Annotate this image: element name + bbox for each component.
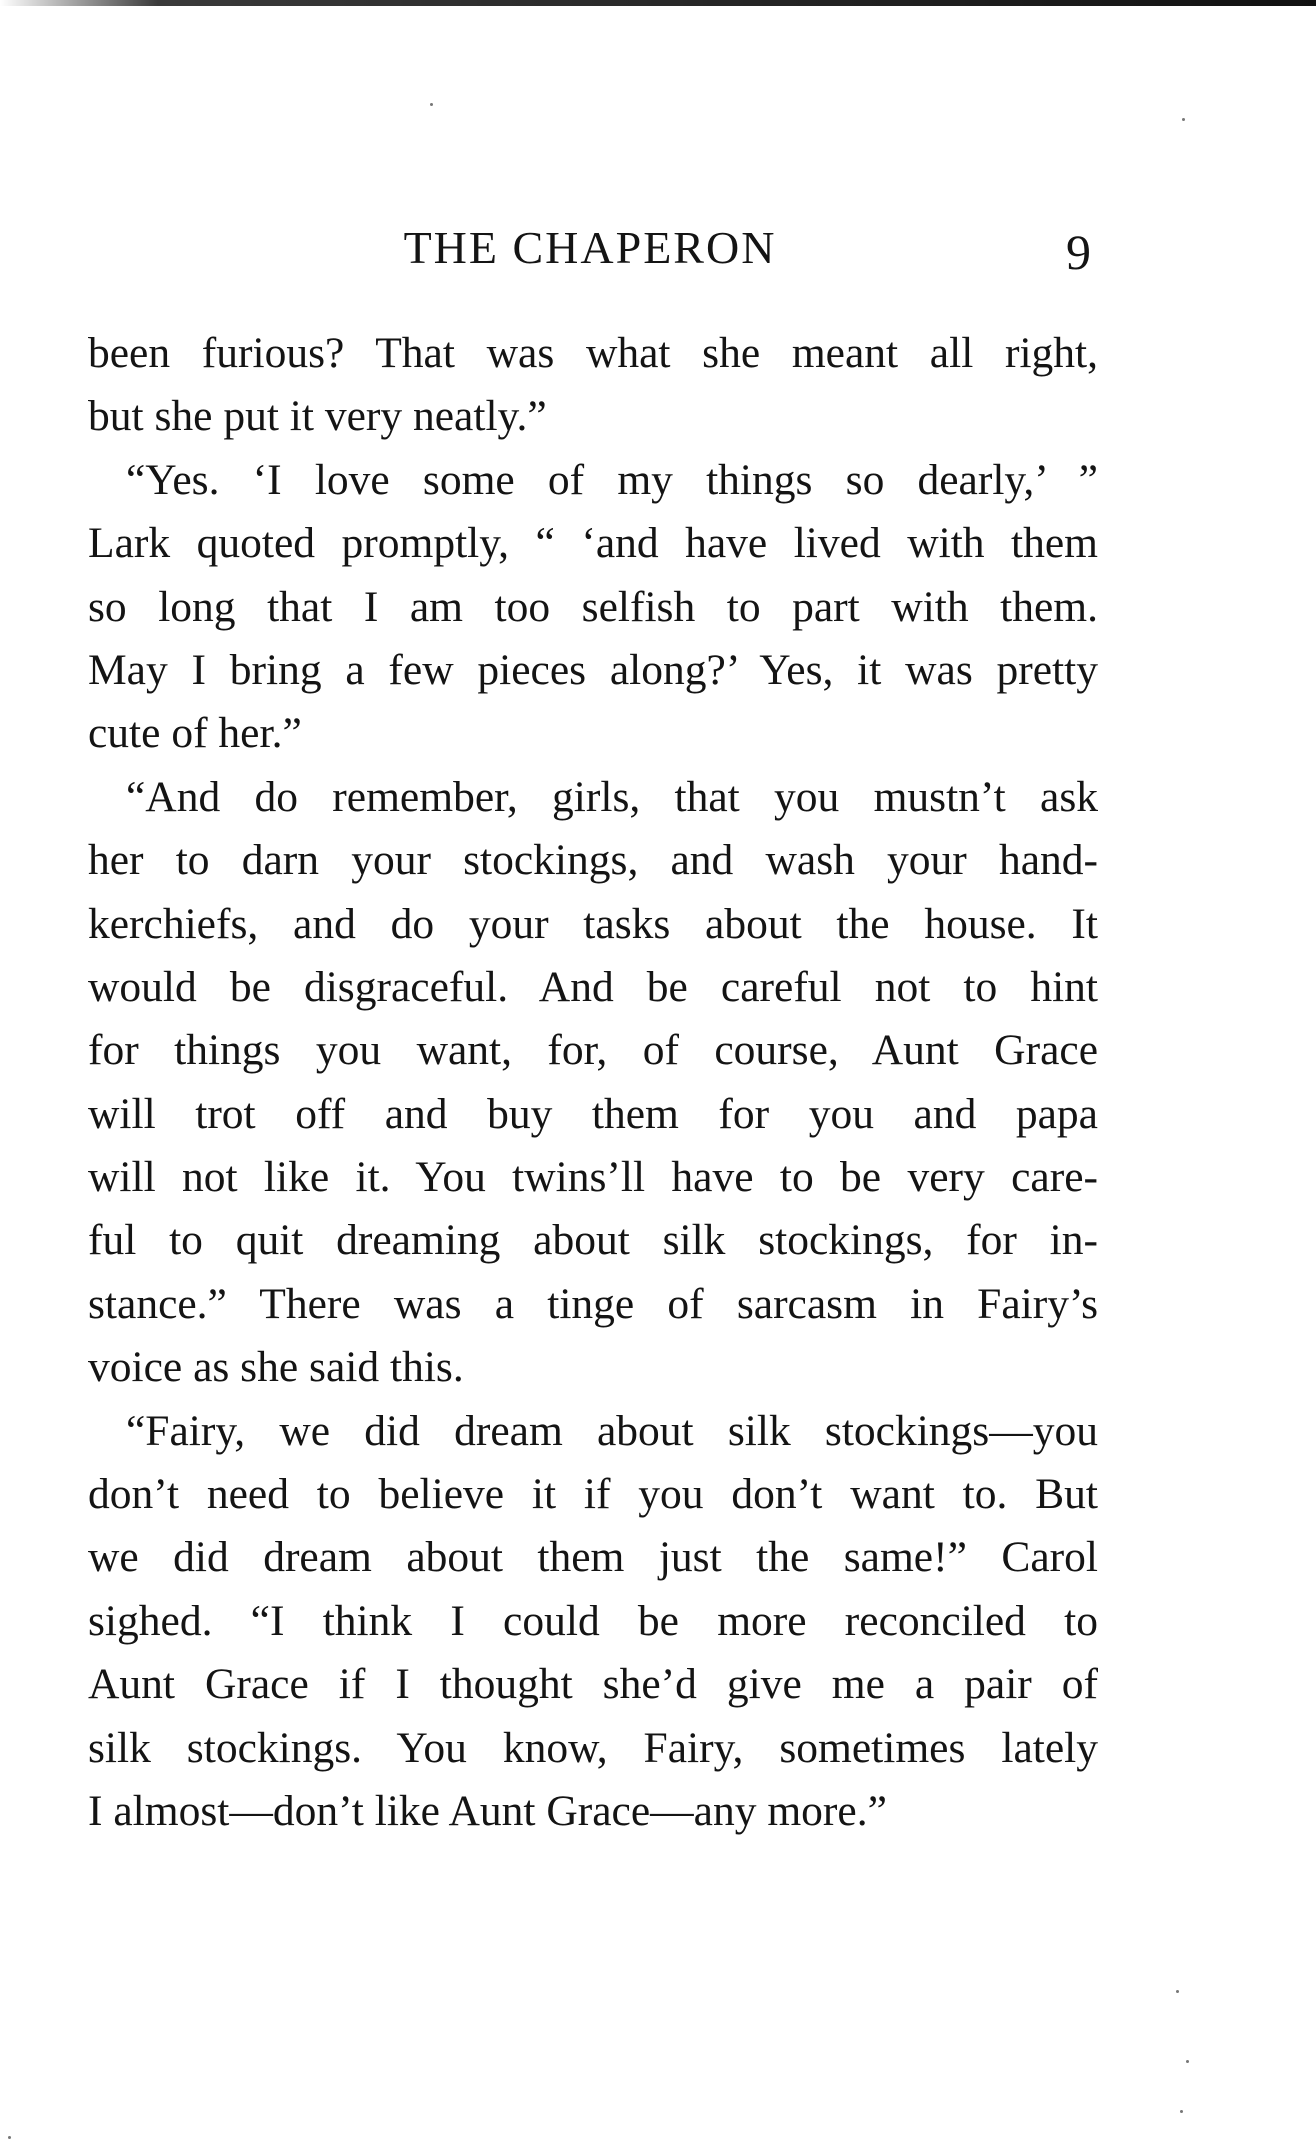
text-line: May I bring a few pieces along?’ Yes, it was pretty xyxy=(88,645,1098,694)
text-line: but she put it very neatly.” xyxy=(88,392,547,441)
paper-speck xyxy=(430,103,433,106)
text-line: for things you want, for, of course, Aunt Grace xyxy=(88,1026,1098,1075)
paper-speck xyxy=(1180,2110,1183,2113)
text-line: we did dream about them just the same!” Carol xyxy=(88,1533,1098,1582)
top-edge-rule xyxy=(0,0,1316,6)
text-line: stance.” There was a tinge of sarcasm in Fairy’s xyxy=(88,1279,1098,1328)
text-line: sighed. “I think I could be more reconciled to xyxy=(88,1596,1098,1645)
text-line: will trot off and buy them for you and papa xyxy=(88,1089,1098,1138)
text-line: Aunt Grace if I thought she’d give me a pair of xyxy=(88,1660,1098,1709)
paper-speck xyxy=(1186,2060,1189,2063)
text-line: “Fairy, we did dream about silk stockings—you xyxy=(126,1406,1098,1455)
text-line: voice as she said this. xyxy=(88,1343,464,1392)
body-text xyxy=(88,322,1098,1843)
text-line: kerchiefs, and do your tasks about the house. It xyxy=(88,899,1098,948)
paper-speck xyxy=(8,2136,11,2139)
text-line: “And do remember, girls, that you mustn’t ask xyxy=(126,772,1098,821)
page-number: 9 xyxy=(1066,224,1091,280)
text-line: been furious? That was what she meant all right, xyxy=(88,329,1098,377)
text-line: don’t need to believe it if you don’t want to. But xyxy=(88,1470,1098,1519)
text-line: I almost—don’t like Aunt Grace—any more.” xyxy=(88,1786,887,1835)
text-line: cute of her.” xyxy=(88,709,302,758)
page-title: THE CHAPERON xyxy=(403,222,777,273)
text-line: ful to quit dreaming about silk stockings, for in- xyxy=(88,1216,1098,1265)
paper-speck xyxy=(1182,118,1185,121)
text-line: “Yes. ‘I love some of my things so dearly,’ ” xyxy=(126,455,1098,504)
text-line: Lark quoted promptly, “ ‘and have lived with them xyxy=(88,519,1098,568)
paper-speck xyxy=(1176,1990,1179,1993)
text-line: silk stockings. You know, Fairy, sometimes lately xyxy=(88,1723,1098,1772)
running-head xyxy=(0,218,1316,278)
text-line: her to darn your stockings, and wash your hand- xyxy=(88,836,1098,885)
text-line: so long that I am too selfish to part with them. xyxy=(88,582,1098,631)
text-line: will not like it. You twins’ll have to be very care- xyxy=(88,1153,1098,1202)
text-line: would be disgraceful. And be careful not to hint xyxy=(88,962,1098,1011)
